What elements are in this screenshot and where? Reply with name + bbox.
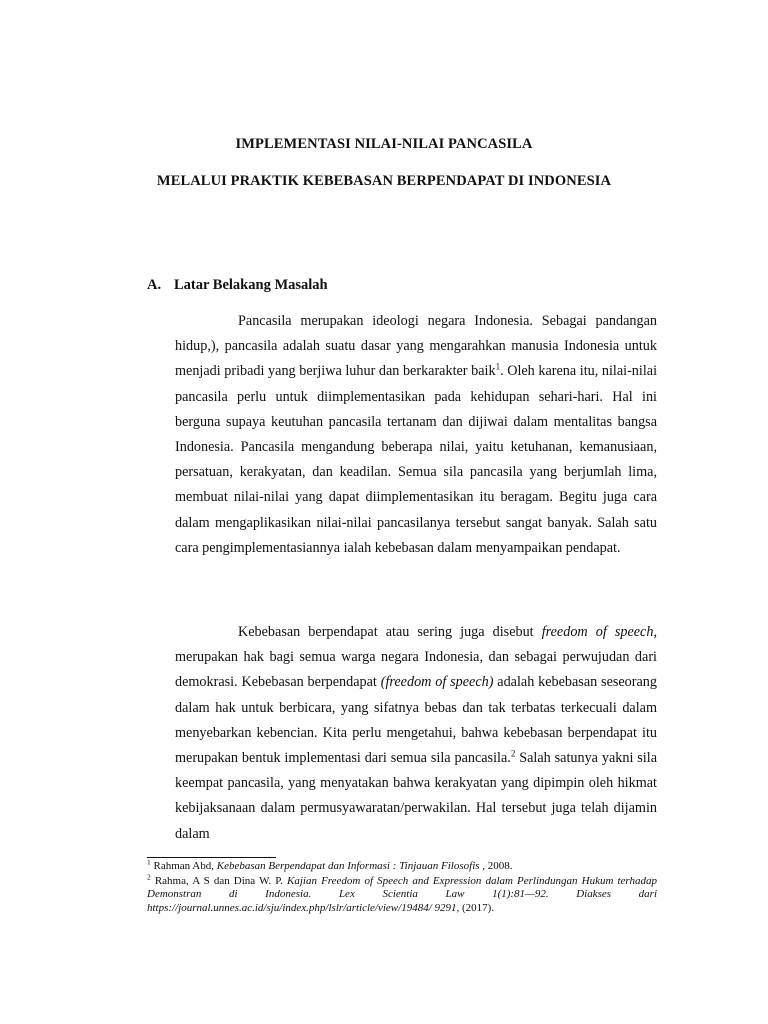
footnote-2-number: 2 bbox=[147, 871, 151, 881]
footnote-1 bbox=[147, 857, 657, 874]
footnote-separator bbox=[147, 857, 276, 858]
paragraph-2-part3: adalah kebebasan seseorang dalam hak untuk berbicara, yang sifatnya bebas dan tak terbatas terkecuali dalam menyebarkan kebencian. Kita perlu mengetahui, bahwa kebebasan berpendapat itu merupakan bentuk implementasi dari semua sila pancasila. bbox=[175, 674, 657, 767]
footnote-ref-1: 1 bbox=[495, 361, 501, 372]
paragraph-2-italic1: freedom of speech bbox=[541, 624, 654, 640]
paragraph-2-italic2: (freedom of speech) bbox=[380, 674, 494, 691]
footnote-2-title: Kajian Freedom of Speech and Expression dalam Perlindungan Hukum terhadap Demonstran di Indonesia. Lex Scientia Law 1(1):81—92. Diakses dari https://journal.unnes.ac.id/sju/index.php/lslr/article/view/19484/ 9291, bbox=[147, 874, 658, 914]
footnote-1-title: Kebebasan Berpendapat dan Informasi : Tinjauan Filosofis bbox=[216, 860, 480, 872]
section-number: A. bbox=[147, 277, 162, 293]
section-heading-text: Latar Belakang Masalah bbox=[174, 277, 328, 293]
paragraph-1-part1: Pancasila merupakan ideologi negara Indonesia. Sebagai pandangan hidup,), pancasila adalah suatu dasar yang mengarahkan manusia Indonesia untuk menjadi pribadi yang berjiwa luhur dan berkarakter baik bbox=[175, 313, 657, 380]
section-heading bbox=[147, 277, 328, 294]
footnote-2-year: (2017). bbox=[459, 901, 495, 914]
document-title-line1: IMPLEMENTASI NILAI-NILAI PANCASILA bbox=[235, 136, 533, 152]
footnotes bbox=[147, 857, 658, 916]
footnote-1-number: 1 bbox=[147, 857, 151, 867]
paragraph-2 bbox=[175, 620, 657, 847]
document-title-line2: MELALUI PRAKTIK KEBEBASAN BERPENDAPAT DI INDONESIA bbox=[156, 173, 612, 189]
footnote-2-author: Rahma, A S dan Dina W. P. bbox=[150, 874, 288, 887]
footnote-2 bbox=[147, 871, 658, 916]
footnote-1-author: Rahman Abd, bbox=[150, 860, 217, 872]
paragraph-2-part1: Kebebasan berpendapat atau sering juga disebut bbox=[238, 624, 542, 640]
footnote-ref-2: 2 bbox=[510, 748, 516, 759]
paragraph-2-part4: Salah satunya yakni sila keempat pancasila, yang menyatakan bahwa kerakyatan yang dipimpin oleh hikmat kebijaksanaan dalam permusyawaratan/perwakilan. Hal tersebut juga telah dijamin dalam bbox=[175, 750, 657, 842]
paragraph-1 bbox=[175, 309, 657, 561]
paragraph-1-part2: . Oleh karena itu, nilai-nilai pancasila perlu untuk diimplementasikan pada kehidupan sehari-hari. Hal ini berguna supaya keutuhan pancasila tertanam dan dijiwai dalam mentalitas bangsa Indonesia. Pancasila mengandung beberapa nilai, yaitu ketuhanan, kemanusiaan, persatuan, kerakyatan, dan keadilan. Semua sila pancasila yang berjumlah lima, membuat nilai-nilai yang dapat diimplementasikan itu beragam. Begitu juga cara dalam mengaplikasikan nilai-nilai pancasilanya tersebut sangat banyak. Salah satu cara pengimplementasiannya ialah kebebasan dalam menyampaikan pendapat. bbox=[175, 363, 658, 556]
paragraph-2-part2: , merupakan hak bagi semua warga negara Indonesia, dan sebagai perwujudan dari demokrasi. Kebebasan berpendapat bbox=[175, 624, 657, 691]
footnote-1-year: , 2008. bbox=[479, 860, 513, 872]
